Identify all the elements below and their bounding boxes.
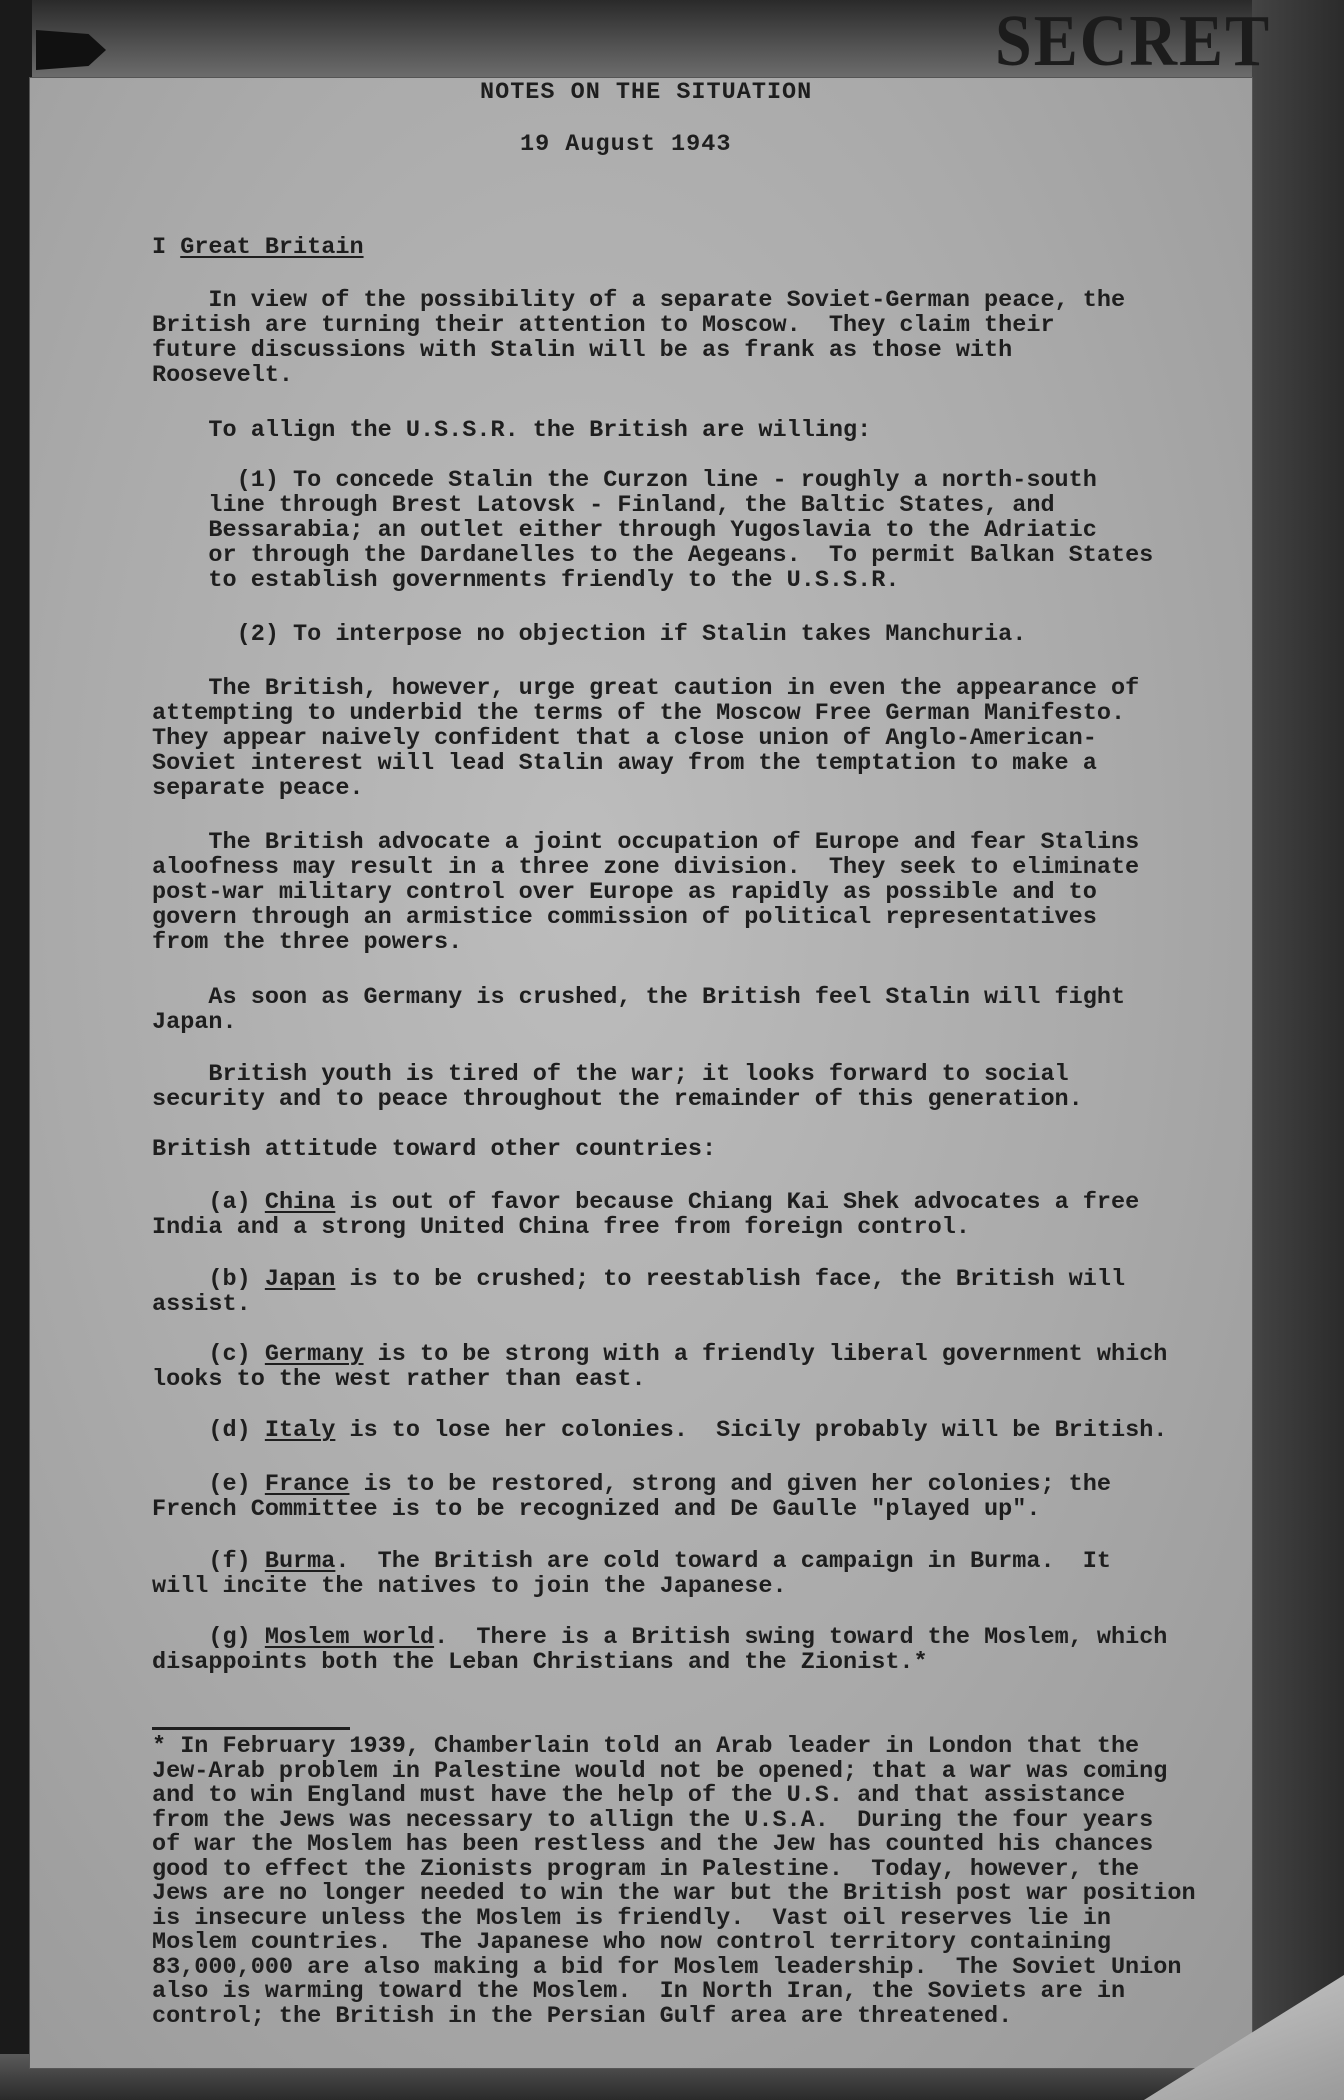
country-name: Italy [264,1417,336,1444]
country-item-france: (e) France is to be restored, strong and given her colonies; the French Committee is to be recognized and De Gaulle "played up". [152,1471,1111,1523]
section-title: Great Britain [180,234,364,261]
country-item-japan: (b) Japan is to be crushed; to reestablish face, the British will assist. [152,1266,1126,1318]
secret-stamp: SECRET [995,1,1272,82]
country-item-germany: (c) Germany is to be strong with a friendly liberal government which looks to the west rather than east. [152,1341,1168,1393]
country-name: China [264,1189,336,1216]
country-item-italy: (d) Italy is to lose her colonies. Sicily probably will be British. [152,1417,1168,1444]
paragraph-attitude: British attitude toward other countries: [152,1136,717,1163]
country-name: Japan [264,1266,336,1293]
country-item-burma: (f) Burma. The British are cold toward a campaign in Burma. It will incite the natives to join the Japanese. [152,1548,1111,1600]
document-title: NOTES ON THE SITUATION [480,79,813,106]
section-heading [152,235,364,260]
paragraph-joint-occupation: The British advocate a joint occupation of Europe and fear Stalins aloofness may result in a three zone division. They seek to eliminate post-war military control over Europe as rapidly as possible and to govern through an armistice commission of political representatives from the three powers. [152,829,1140,956]
paragraph-allign-ussr: To allign the U.S.S.R. the British are willing: [152,417,872,444]
paragraph-item-1: (1) To concede Stalin the Curzon line - roughly a north-south line through Brest Latovsk - Finland, the Baltic States, and Bessarabia; an outlet either through Yugoslavia to the Adriatic or through the Dardanelles to the Aegeans. To permit Balkan States to establish governments friendly to the U.S.S.R. [208,467,1154,594]
paragraph-fight-japan: As soon as Germany is crushed, the British feel Stalin will fight Japan. [152,984,1126,1036]
country-name: Moslem world [264,1624,435,1651]
country-name: Burma [264,1548,336,1575]
paragraph-british-youth: British youth is tired of the war; it looks forward to social security and to peace throughout the remainder of this generation. [152,1061,1083,1113]
section-numeral: I [152,234,167,261]
footnote: * In February 1939, Chamberlain told an Arab leader in London that the Jew-Arab problem in Palestine would not be opened; that a war was coming and to win England must have the help of the U.S. and that assistance from the Jews was necessary to allign the U.S.A. During the four years of war the Moslem has been restless and the Jew has counted his chances good to effect the Zionists program in Palestine. Today, however, the Jews are no longer needed to win the war but the British post war position is insecure unless the Moslem is friendly. Vast oil reserves lie in Moslem countries. The Japanese who now control territory containing 83,000,000 are also making a bid for Moslem leadership. The Soviet Union also is warming toward the Moslem. In North Iran, the Soviets are in control; the British in the Persian Gulf area are threatened. [152,1733,1196,2030]
country-name: France [264,1471,350,1498]
paragraph-caution: The British, however, urge great caution in even the appearance of attempting to underbid the terms of the Moscow Free German Manifesto. They appear naively confident that a close union of Anglo-American- Soviet interest will lead Stalin away from the temptation to make a separate peace. [152,675,1140,802]
document-date: 19 August 1943 [520,131,732,158]
footnote-divider [152,1727,350,1730]
paragraph-separate-peace: In view of the possibility of a separate Soviet-German peace, the British are turning their attention to Moscow. They claim their future discussions with Stalin will be as frank as those with Roosevelt. [152,287,1126,389]
paragraph-item-2: (2) To interpose no objection if Stalin takes Manchuria. [152,621,1027,648]
country-item-china: (a) China is out of favor because Chiang Kai Shek advocates a free India and a strong United China free from foreign control. [152,1189,1140,1241]
country-name: Germany [264,1341,364,1368]
country-item-moslem-world: (g) Moslem world. There is a British swing toward the Moslem, which disappoints both the Leban Christians and the Zionist.* [152,1624,1168,1676]
